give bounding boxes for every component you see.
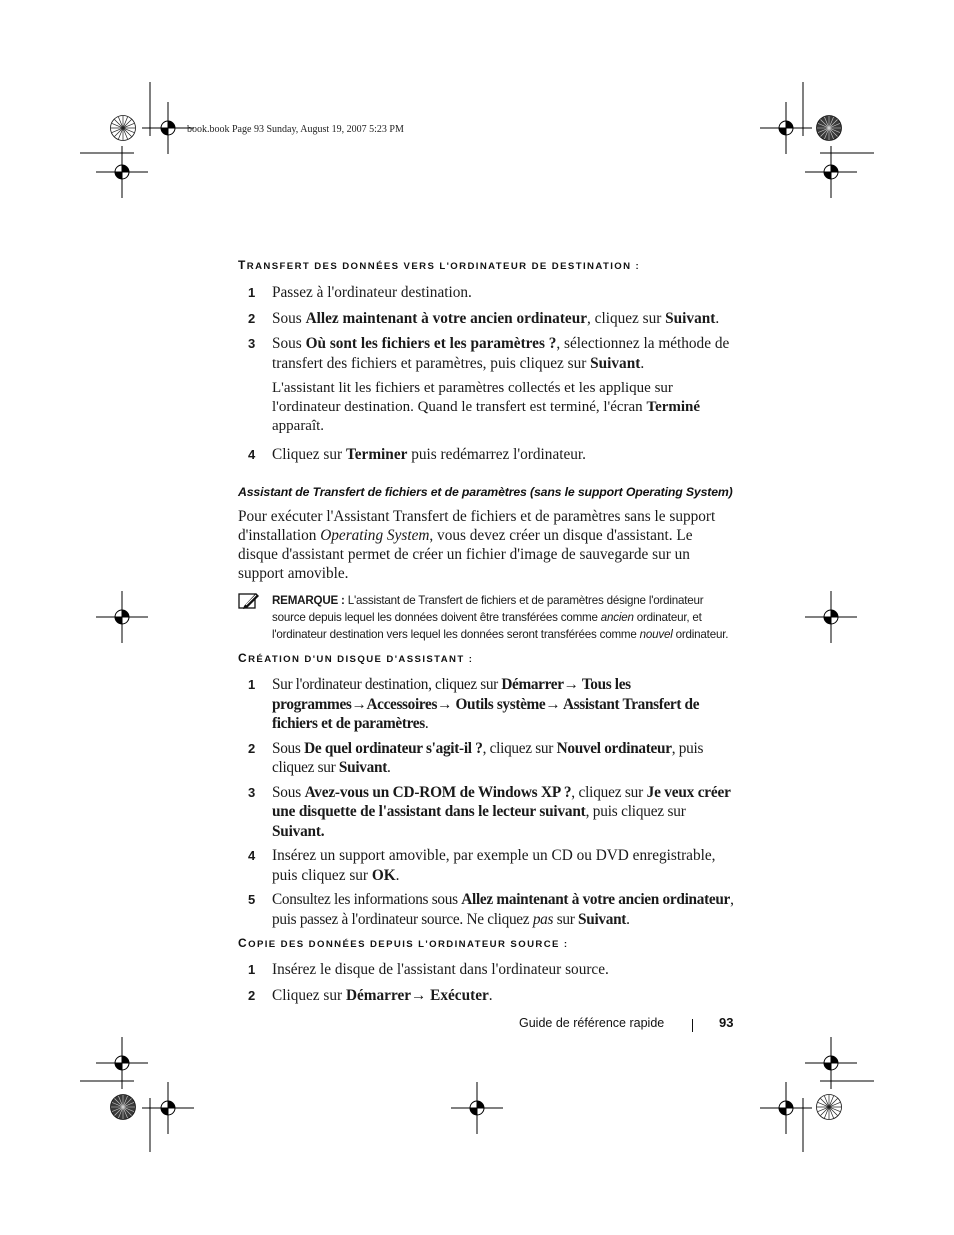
step-number: 1 bbox=[248, 285, 256, 300]
step-3-detail: L'assistant lit les fichiers et paramètres collectés et les applique sur l'ordinateur destination. Quand le transfert est terminé, l'écran Terminé apparaît. bbox=[272, 380, 701, 434]
step-text: Passez à l'ordinateur destination. bbox=[272, 284, 472, 301]
section-heading-assistant: Assistant de Transfert de fichiers et de paramètres (sans le support Operating System) bbox=[238, 484, 733, 499]
step-number: 4 bbox=[248, 447, 256, 462]
page-number: 93 bbox=[719, 1015, 734, 1030]
step-number: 4 bbox=[248, 848, 256, 864]
pencil-note-icon bbox=[238, 592, 272, 644]
step-4 bbox=[238, 445, 736, 465]
step-text: Consultez les informations sous Allez maintenant à votre ancien ordinateur, puis passez à l'ordinateur source. Ne cliquez pas sur Suivant. bbox=[272, 891, 734, 928]
print-slug: book.book Page 93 Sunday, August 19, 2007 5:23 PM bbox=[187, 124, 404, 135]
step-2 bbox=[238, 739, 736, 778]
step-3 bbox=[238, 783, 736, 842]
step-number: 1 bbox=[248, 677, 256, 693]
note-text: REMARQUE : L'assistant de Transfert de fichiers et de paramètres désigne l'ordinateur source depuis lequel les données doivent être transférées comme ancien ordinateur, et l'ordinateur destination vers lequel les données seront transférées comme nouvel ordinateur. bbox=[272, 593, 729, 642]
step-number: 2 bbox=[248, 987, 256, 1003]
step-number: 2 bbox=[248, 740, 256, 756]
step-1 bbox=[238, 283, 736, 303]
step-number: 3 bbox=[248, 336, 256, 351]
step-1 bbox=[238, 960, 736, 980]
step-2 bbox=[238, 309, 736, 329]
step-number: 1 bbox=[248, 962, 256, 978]
step-text: Sur l'ordinateur destination, cliquez sur Démarrer→ Tous les programmes→Accessoires→ Outils système→ Assistant Transfert de fichiers et de paramètres. bbox=[272, 676, 700, 733]
step-text: Cliquez sur Terminer puis redémarrez l'ordinateur. bbox=[272, 446, 587, 463]
step-3 bbox=[238, 334, 736, 373]
step-text: Sous Allez maintenant à votre ancien ordinateur, cliquez sur Suivant. bbox=[272, 309, 720, 327]
step-text: Insérez un support amovible, par exemple un CD ou DVD enregistrable, puis cliquez sur OK. bbox=[272, 847, 716, 884]
note-box bbox=[238, 592, 736, 644]
page-content bbox=[238, 258, 736, 1005]
section-heading-create-disk: CRÉATION D'UN DISQUE D'ASSISTANT : bbox=[238, 651, 474, 666]
step-text: Insérez le disque de l'assistant dans l'ordinateur source. bbox=[272, 961, 609, 979]
step-text: Sous Où sont les fichiers et les paramètres ?, sélectionnez la méthode de transfert des fichiers et paramètres, puis cliquez sur Suivant. bbox=[272, 335, 730, 372]
step-5 bbox=[238, 890, 736, 929]
footer-title: Guide de référence rapide bbox=[519, 1016, 665, 1030]
intro-paragraph: Pour exécuter l'Assistant Transfert de fichiers et de paramètres sans le support d'installation Operating System, vous devez créer un disque d'assistant. Le disque d'assistant permet de créer un fichier d'image de sauvegarde sur un support amovible. bbox=[238, 507, 716, 582]
step-number: 2 bbox=[248, 310, 256, 326]
step-1 bbox=[238, 675, 736, 734]
footer-divider bbox=[692, 1019, 693, 1032]
step-2 bbox=[238, 986, 736, 1006]
step-number: 3 bbox=[248, 784, 256, 800]
section-heading-copy-data: COPIE DES DONNÉES DEPUIS L'ORDINATEUR SOURCE : bbox=[238, 936, 569, 951]
section-heading-transfer: TRANSFERT DES DONNÉES VERS L'ORDINATEUR DE DESTINATION : bbox=[238, 258, 641, 272]
step-text: Sous Avez-vous un CD-ROM de Windows XP ?, cliquez sur Je veux créer une disquette de l'assistant dans le lecteur suivant, puis cliquez sur Suivant. bbox=[272, 783, 731, 840]
step-text: Sous De quel ordinateur s'agit-il ?, cliquez sur Nouvel ordinateur, puis cliquez sur Suivant. bbox=[272, 739, 704, 777]
step-text: Cliquez sur Démarrer→ Exécuter. bbox=[272, 986, 493, 1004]
step-4 bbox=[238, 846, 736, 885]
step-number: 5 bbox=[248, 892, 256, 908]
